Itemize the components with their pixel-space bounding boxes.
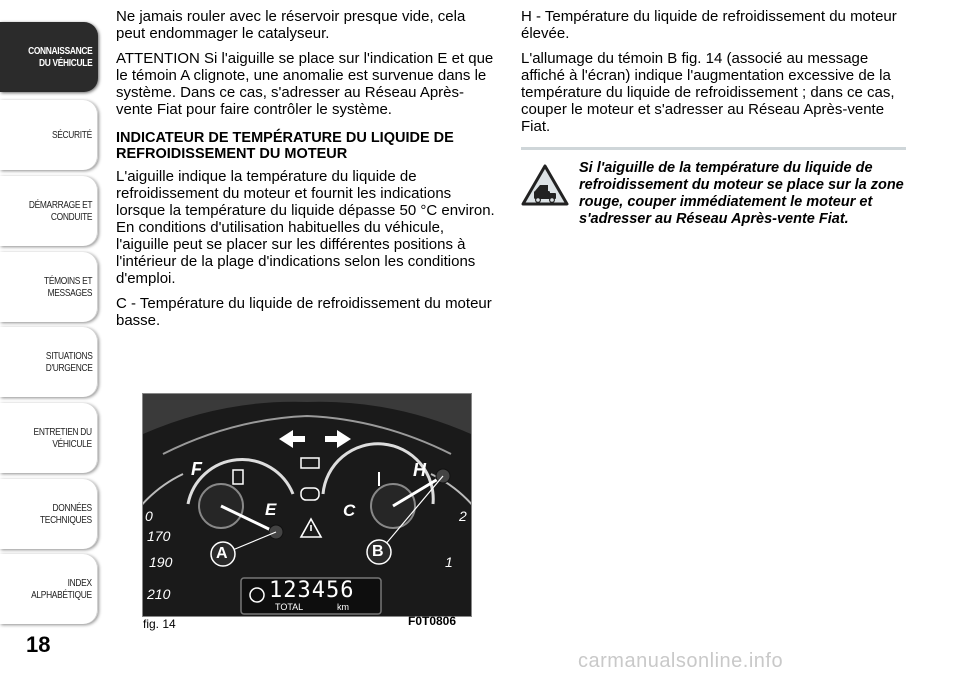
- rpm-label-2: 2: [459, 508, 467, 524]
- marker-a: A: [216, 545, 228, 562]
- temp-cold-label: C: [343, 501, 356, 520]
- speed-label-0: 0: [145, 508, 153, 524]
- tab-temoins-messages[interactable]: [0, 252, 98, 322]
- tab-demarrage-conduite[interactable]: [0, 176, 98, 246]
- tab-label: ENTRETIEN DU VÉHICULE: [33, 426, 92, 450]
- tab-label: DONNÉES TECHNIQUES: [40, 502, 92, 526]
- tab-label: INDEX ALPHABÉTIQUE: [31, 577, 92, 601]
- tab-donnees-techniques[interactable]: [0, 479, 98, 549]
- paragraph-c-low: C - Température du liquide de refroidissement du moteur basse.: [116, 295, 492, 329]
- odometer-value: 123456: [269, 578, 355, 603]
- tab-label: SÉCURITÉ: [52, 129, 92, 141]
- tab-securite[interactable]: [0, 100, 98, 170]
- marker-b: B: [372, 543, 384, 560]
- tab-label: DÉMARRAGE ET CONDUITE: [28, 199, 92, 223]
- speed-label-190: 190: [149, 554, 173, 570]
- tab-label: TÉMOINS ET MESSAGES: [43, 275, 92, 299]
- warning-triangle-icon: [521, 164, 569, 206]
- odometer-unit-label: km: [337, 602, 349, 612]
- left-column: [116, 8, 496, 337]
- paragraph-attention: ATTENTION Si l'aiguille se place sur l'indication E et que le témoin A clignote, une anomalie est survenue dans le système. Dans ce cas, s'adresser au Réseau Après-vente Fiat pour faire contrôler le système.: [116, 50, 494, 118]
- warning-box: [521, 160, 911, 228]
- speed-label-170: 170: [147, 528, 171, 544]
- section-heading: INDICATEUR DE TEMPÉRATURE DU LIQUIDE DE REFROIDISSEMENT DU MOTEUR: [116, 130, 454, 162]
- temp-hot-label: H: [413, 460, 426, 480]
- tab-label: CONNAISSANCE DU VÉHICULE: [27, 45, 92, 69]
- tab-label: SITUATIONS D'URGENCE: [45, 350, 92, 374]
- instrument-cluster-figure: [142, 393, 472, 617]
- figure-reference: F0T0806: [408, 614, 457, 628]
- watermark: carmanualsonline.info: [578, 650, 784, 672]
- paragraph-fuel-warning: Ne jamais rouler avec le réservoir presque vide, cela peut endommager le catalyseur.: [116, 8, 466, 42]
- paragraph-needle-description: L'aiguille indique la température du liquide de refroidissement du moteur et fournit les indications lorsque la température du liquide dépasse 50 °C environ. En conditions d'utilisation habituelles du véhicule, l'aiguille peut se placer sur les différentes positions à l'intérieur de la plage d'indications selon les conditions d'emploi.: [116, 168, 495, 287]
- tab-entretien-vehicule[interactable]: [0, 403, 98, 473]
- tab-connaissance-vehicule[interactable]: [0, 22, 98, 92]
- speed-label-210: 210: [147, 586, 171, 602]
- divider: [521, 147, 906, 150]
- page-number: 18: [26, 632, 51, 657]
- fuel-full-label: F: [191, 459, 202, 479]
- tab-index-alphabetique[interactable]: [0, 554, 98, 624]
- right-column: [521, 8, 911, 228]
- paragraph-h-high: H - Température du liquide de refroidissement du moteur élevée.: [521, 8, 897, 42]
- fuel-empty-label: E: [265, 500, 277, 519]
- odometer-total-label: TOTAL: [275, 602, 304, 612]
- rpm-label-1: 1: [445, 554, 453, 570]
- tab-situations-urgence[interactable]: [0, 327, 98, 397]
- figure-caption: fig. 14: [143, 617, 176, 631]
- paragraph-warning-light-b: L'allumage du témoin B fig. 14 (associé au message affiché à l'écran) indique l'augmentation excessive de la température du liquide de refroidissement ; dans ce cas, couper le moteur et s'adresser au Réseau Après-vente Fiat.: [521, 50, 895, 135]
- warning-text: Si l'aiguille de la température du liquide de refroidissement du moteur se place sur la zone rouge, couper immédiatement le moteur et s'adresser au Réseau Après-vente Fiat.: [579, 160, 904, 227]
